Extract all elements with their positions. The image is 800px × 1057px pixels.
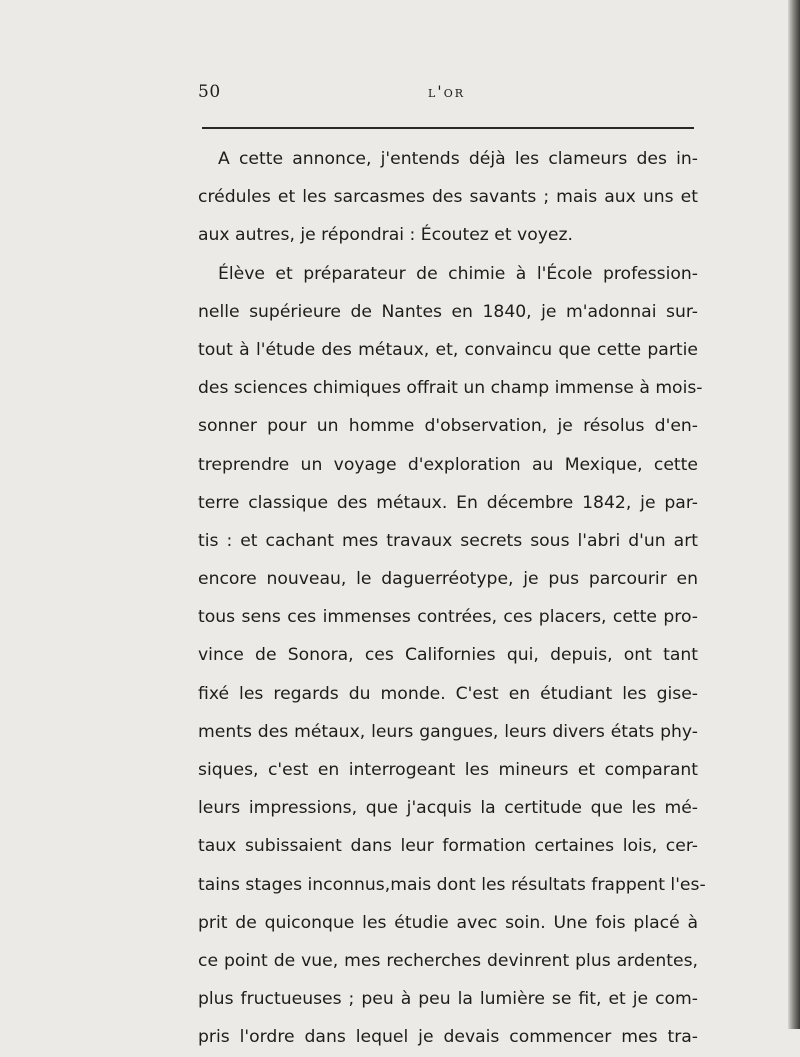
text-line: treprendre un voyage d'exploration au Mexique, cette	[198, 454, 698, 475]
text-line: fixé les regards du monde. C'est en étudiant les gise-	[198, 683, 698, 704]
page-edge-shadow	[788, 0, 800, 1029]
text-line: tous sens ces immenses contrées, ces placers, cette pro-	[198, 607, 698, 628]
text-line: aux autres, je répondrai : Écoutez et voyez.	[198, 225, 573, 246]
text-line: A cette annonce, j'entends déjà les clameurs des in-	[218, 149, 698, 169]
page-number: 50	[198, 82, 221, 102]
text-line: nelle supérieure de Nantes en 1840, je m'adonnai sur-	[198, 301, 698, 322]
text-line: pris l'ordre dans lequel je devais commencer mes tra-	[198, 1027, 698, 1048]
text-line: tains stages inconnus,mais dont les résultats frappent l'es-	[198, 874, 706, 895]
text-line: tis : et cachant mes travaux secrets sous l'abri d'un art	[198, 530, 698, 551]
text-line: plus fructueuses ; peu à peu la lumière se fit, et je com-	[198, 989, 698, 1010]
running-title: l'or	[428, 82, 466, 101]
text-line: tout à l'étude des métaux, et, convaincu que cette partie	[198, 339, 698, 360]
text-line: des sciences chimiques offrait un champ immense à mois-	[198, 378, 703, 399]
text-line: vince de Sonora, ces Californies qui, depuis, ont tant	[198, 645, 698, 666]
text-line: encore nouveau, le daguerréotype, je pus parcourir en	[198, 569, 698, 590]
text-line: ments des métaux, leurs gangues, leurs divers états phy-	[198, 721, 698, 742]
text-line: leurs impressions, que j'acquis la certitude que les mé-	[198, 798, 698, 819]
text-line: crédules et les sarcasmes des savants ; mais aux uns et	[198, 187, 698, 208]
text-line: terre classique des métaux. En décembre 1842, je par-	[198, 492, 698, 513]
header-rule	[202, 127, 694, 129]
text-line: sonner pour un homme d'observation, je résolus d'en-	[198, 416, 698, 437]
text-line: prit de quiconque les étudie avec soin. Une fois placé à	[198, 912, 698, 933]
text-line: siques, c'est en interrogeant les mineurs et comparant	[198, 760, 698, 780]
running-header	[198, 82, 694, 112]
text-line: taux subissaient dans leur formation certaines lois, cer-	[198, 836, 698, 857]
body-text	[198, 140, 706, 1057]
text-line: ce point de vue, mes recherches devinrent plus ardentes,	[198, 950, 698, 971]
text-line: Élève et préparateur de chimie à l'École profession-	[218, 263, 698, 284]
